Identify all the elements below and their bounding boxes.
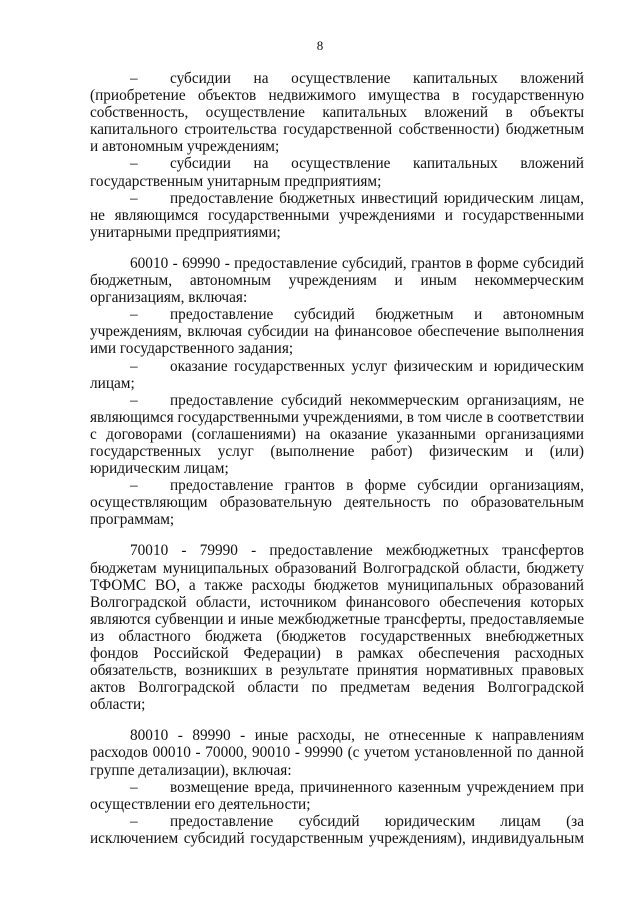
list-item-text: предоставление субсидий некоммерческим организациям, не являющимся государственными учреждениями, в том числе в соответствии с договорами (соглашениями) на оказание указанными организациями государственных услуг (выполнение работ) физическим и (или) юридическим лицам; [90, 391, 584, 478]
dash-marker: – [130, 778, 138, 796]
list-item [90, 358, 584, 392]
document-body [90, 70, 584, 847]
dash-marker: – [130, 357, 138, 375]
list-item [90, 392, 584, 477]
dash-marker: – [130, 477, 138, 495]
list-item-text: предоставление субсидий юридическим лицам (за исключением субсидий государственным учреждениям), индивидуальным [90, 812, 584, 847]
dash-marker: – [130, 70, 138, 87]
list-item [90, 155, 584, 189]
list-item [90, 70, 584, 155]
dash-marker: – [130, 391, 138, 409]
list-item-text: предоставление субсидий бюджетным и автономным учреждениям, включая субсидии на финансовое обеспечение выполнения ими государственного задания; [90, 306, 584, 358]
dash-marker: – [130, 306, 138, 324]
dash-marker: – [130, 812, 138, 830]
paragraph: 70010 - 79990 - предоставление межбюджетных трансфертов бюджетам муниципальных образований Волгоградской области, бюджету ТФОМС ВО, а также расходы бюджетов муниципальных образований Волгоградской области, источником финансового обеспечения которых являются субвенции и иные межбюджетные трансферты, предоставляемые из областного бюджета (бюджетов государственных внебюджетных фондов Российской Федерации) в рамках обеспечения расходных обязательств, возникших в результате принятия нормативных правовых актов Волгоградской области по предметам ведения Волгоградской области; [90, 542, 584, 714]
list-item-text: предоставление бюджетных инвестиций юридическим лицам, не являющимся государственными учреждениями и государственными унитарными предприятиями; [90, 189, 584, 241]
dash-marker: – [130, 189, 138, 207]
list-item-text: субсидии на осуществление капитальных вложений (приобретение объектов недвижимого имущества в государственную собственность, осуществление капитальных вложений в объекты капитального строительства государственной собственности) бюджетным и автономным учреждениям; [90, 70, 584, 156]
list-item [90, 813, 584, 847]
paragraph: 60010 - 69990 - предоставление субсидий, грантов в форме субсидий бюджетным, автономным учреждениям и иным некоммерческим организациям, включая: [90, 254, 584, 307]
list-item [90, 306, 584, 357]
list-item [90, 190, 584, 241]
paragraph: 80010 - 89990 - иные расходы, не отнесенные к направлениям расходов 00010 - 70000, 90010 - 99990 (с учетом установленной по данной группе детализации), включая: [90, 727, 584, 779]
list-item-text: оказание государственных услуг физическим и юридическим лицам; [90, 357, 584, 392]
list-item-text: субсидии на осуществление капитальных вложений государственным унитарным предприятиям; [90, 155, 584, 190]
paragraph-gap [90, 713, 584, 727]
paragraph-gap [90, 241, 584, 255]
dash-marker: – [130, 155, 138, 173]
list-item [90, 477, 584, 528]
paragraph-gap [90, 528, 584, 542]
list-item-text: предоставление грантов в форме субсидии организациям, осуществляющим образовательную деятельность по образовательным программам; [90, 477, 584, 529]
page-number: 8 [316, 38, 324, 53]
list-item [90, 779, 584, 813]
list-item-text: возмещение вреда, причиненного казенным учреждением при осуществлении его деятельности; [90, 778, 584, 813]
